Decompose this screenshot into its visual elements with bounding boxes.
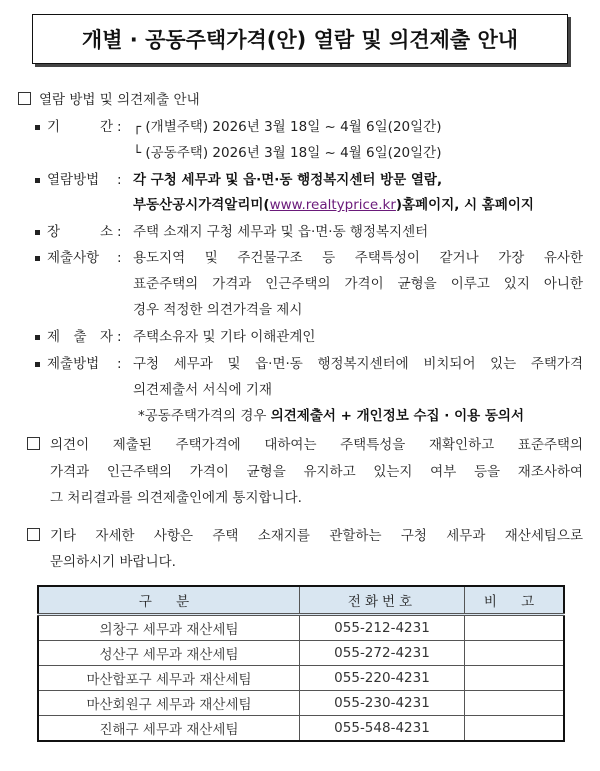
- checkbox-square-icon: [27, 528, 40, 541]
- colon: :: [117, 250, 122, 266]
- header-division: 구 분: [38, 586, 300, 615]
- phone-cell: 055-230-4231: [300, 691, 465, 716]
- method-text: )홈페이지, 시 홈페이지: [395, 197, 534, 213]
- bullet-icon: [35, 125, 40, 130]
- division-cell: 마산회원구 세무과 재산세팀: [38, 691, 300, 716]
- bullet-icon: [35, 256, 40, 261]
- phone-cell: 055-548-4231: [300, 716, 465, 742]
- submit-method-line: 의견제출서 서식에 기재: [133, 382, 272, 398]
- period-line: ┌ (개별주택) 2026년 3월 18일 ~ 4월 6일(20일간): [133, 119, 442, 135]
- note-bold-text: 의견제출서 + 개인정보 수집 · 이용 동의서: [270, 408, 524, 424]
- phone-cell: 055-212-4231: [300, 615, 465, 641]
- colon: :: [117, 329, 122, 345]
- table-row: [38, 666, 564, 691]
- checkbox-square-icon: [18, 92, 31, 105]
- table-row: [38, 691, 564, 716]
- method-label: 열람방법: [47, 172, 100, 188]
- colon: :: [117, 119, 122, 135]
- header-phone: 전화번호: [300, 586, 465, 615]
- section3-line: 문의하시기 바랍니다.: [50, 554, 176, 570]
- place-text: 주택 소재지 구청 세무과 및 읍·면·동 행정복지센터: [133, 224, 429, 240]
- remarks-cell: [465, 666, 565, 691]
- realtyprice-link[interactable]: www.realtyprice.kr: [269, 197, 396, 213]
- submitter-label: 제 출 자: [47, 329, 113, 345]
- section2-line: 의견이 제출된 주택가격에 대하여는 주택특성을 재확인하고 표준주택의: [50, 437, 583, 453]
- division-cell: 진해구 세무과 재산세팀: [38, 716, 300, 742]
- submit-method-line: 구청 세무과 및 읍·면·동 행정복지센터에 비치되어 있는 주택가격: [133, 356, 583, 372]
- division-cell: 마산합포구 세무과 재산세팀: [38, 666, 300, 691]
- submit-method-label: 제출방법: [47, 356, 100, 372]
- matters-line: 용도지역 및 주건물구조 등 주택특성이 같거나 가장 유사한: [133, 250, 583, 266]
- checkbox-square-icon: [27, 437, 40, 450]
- note-text: *공동주택가격의 경우: [138, 408, 271, 424]
- table-row: [38, 716, 564, 742]
- section3-line: 기타 자세한 사항은 주택 소재지를 관할하는 구청 세무과 재산세팀으로: [50, 528, 583, 544]
- colon: :: [117, 356, 122, 372]
- bullet-icon: [35, 178, 40, 183]
- phone-cell: 055-220-4231: [300, 666, 465, 691]
- phone-cell: 055-272-4231: [300, 641, 465, 666]
- submitter-text: 주택소유자 및 기타 이해관계인: [133, 329, 316, 345]
- matters-label: 제출사항: [47, 250, 100, 266]
- division-cell: 성산구 세무과 재산세팀: [38, 641, 300, 666]
- table-row: [38, 615, 564, 641]
- section1-heading: [18, 91, 200, 109]
- matters-line: 경우 적정한 의견가격을 제시: [133, 302, 303, 318]
- period-label: 기 간: [47, 119, 113, 135]
- colon: :: [117, 172, 122, 188]
- colon: :: [117, 224, 122, 240]
- remarks-cell: [465, 716, 565, 742]
- remarks-cell: [465, 641, 565, 666]
- period-line: └ (공동주택) 2026년 3월 18일 ~ 4월 6일(20일간): [133, 145, 442, 161]
- header-remarks: 비 고: [465, 586, 565, 615]
- section2-line: 그 처리결과를 의견제출인에게 통지합니다.: [50, 490, 302, 506]
- matters-line: 표준주택의 가격과 인근주택의 가격이 균형을 이루고 있지 아니한: [133, 276, 583, 292]
- page-title: 개별 · 공동주택가격(안) 열람 및 의견제출 안내: [32, 14, 568, 64]
- table-header-row: [38, 586, 564, 615]
- method-line: 각 구청 세무과 및 읍·면·동 행정복지센터 방문 열람,: [133, 172, 443, 188]
- method-text: 부동산공시가격알리미(: [133, 197, 270, 213]
- bullet-icon: [35, 362, 40, 367]
- division-cell: 의창구 세무과 재산세팀: [38, 615, 300, 641]
- section2-line: 가격과 인근주택의 가격이 균형을 유지하고 있는지 여부 등을 재조사하여: [50, 464, 583, 480]
- remarks-cell: [465, 691, 565, 716]
- remarks-cell: [465, 615, 565, 641]
- contact-table: [37, 585, 565, 742]
- place-label: 장 소: [47, 224, 113, 240]
- bullet-icon: [35, 335, 40, 340]
- bullet-icon: [35, 230, 40, 235]
- section1-heading-text: 열람 방법 및 의견제출 안내: [39, 92, 200, 108]
- table-row: [38, 641, 564, 666]
